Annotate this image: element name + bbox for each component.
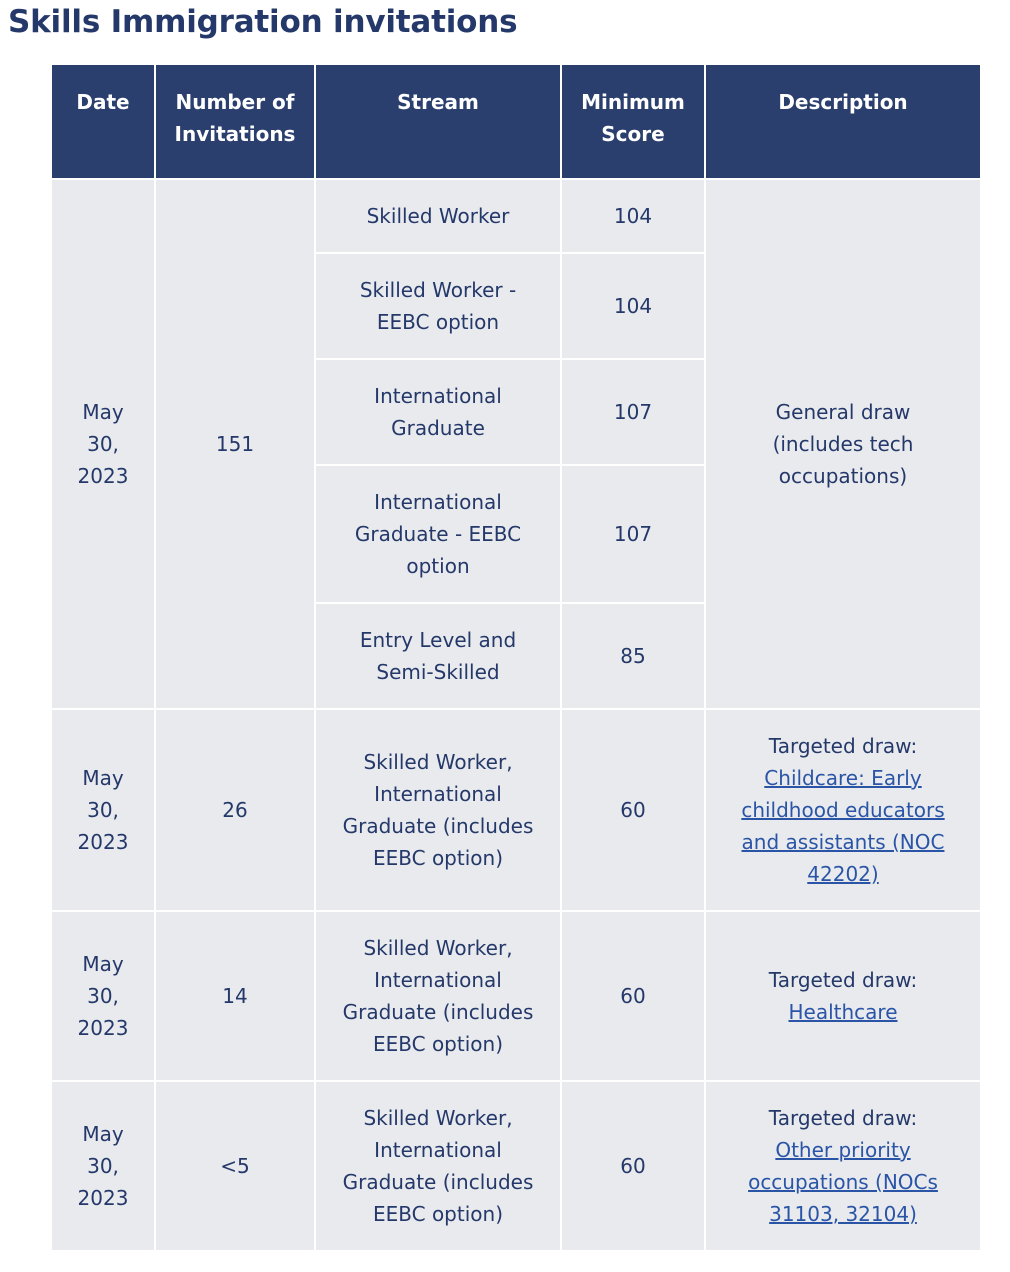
score-cell: 60 — [561, 1081, 705, 1251]
description-cell — [705, 709, 981, 911]
number-cell: 151 — [155, 179, 315, 709]
table-row — [51, 179, 981, 253]
number-cell: 14 — [155, 911, 315, 1081]
stream-cell: Entry Level and Semi-Skilled — [315, 603, 561, 709]
stream-cell: International Graduate - EEBC option — [315, 465, 561, 603]
stream-cell: Skilled Worker, International Graduate (includes EEBC option) — [315, 709, 561, 911]
date-cell: May 30, 2023 — [51, 179, 155, 709]
page-title: Skills Immigration invitations — [8, 4, 518, 40]
number-cell: 26 — [155, 709, 315, 911]
header-date: Date — [51, 64, 155, 179]
table-row — [51, 911, 981, 1081]
other-priority-occupations-link[interactable]: Other priority occupations (NOCs 31103, 32104) — [748, 1138, 938, 1226]
score-cell: 85 — [561, 603, 705, 709]
invitations-table — [50, 63, 982, 1252]
date-cell: May 30, 2023 — [51, 709, 155, 911]
healthcare-link[interactable]: Healthcare — [788, 1000, 898, 1024]
description-prefix: Targeted draw: — [768, 734, 918, 758]
table-row — [51, 709, 981, 911]
description-cell — [705, 911, 981, 1081]
number-cell: <5 — [155, 1081, 315, 1251]
date-cell: May 30, 2023 — [51, 1081, 155, 1251]
date-cell: May 30, 2023 — [51, 911, 155, 1081]
description-cell: General draw (includes tech occupations) — [705, 179, 981, 709]
stream-cell: Skilled Worker, International Graduate (includes EEBC option) — [315, 1081, 561, 1251]
description-prefix: Targeted draw: — [768, 1106, 918, 1130]
table-header-row — [51, 64, 981, 179]
childcare-link[interactable]: Childcare: Early childhood educators and assistants (NOC 42202) — [741, 766, 945, 886]
description-prefix: Targeted draw: — [768, 968, 918, 992]
description-cell — [705, 1081, 981, 1251]
header-number-of-invitations — [155, 64, 315, 179]
score-cell: 104 — [561, 253, 705, 359]
header-stream: Stream — [315, 64, 561, 179]
table-row — [51, 1081, 981, 1251]
score-cell: 107 — [561, 465, 705, 603]
header-minimum-label: Minimum Score — [581, 90, 685, 146]
header-number-label: Number of Invitations — [174, 90, 296, 146]
header-minimum-score — [561, 64, 705, 179]
header-description: Description — [705, 64, 981, 179]
score-cell: 107 — [561, 359, 705, 465]
score-cell: 104 — [561, 179, 705, 253]
stream-cell: Skilled Worker - EEBC option — [315, 253, 561, 359]
stream-cell: International Graduate — [315, 359, 561, 465]
score-cell: 60 — [561, 911, 705, 1081]
stream-cell: Skilled Worker, International Graduate (includes EEBC option) — [315, 911, 561, 1081]
stream-cell: Skilled Worker — [315, 179, 561, 253]
score-cell: 60 — [561, 709, 705, 911]
